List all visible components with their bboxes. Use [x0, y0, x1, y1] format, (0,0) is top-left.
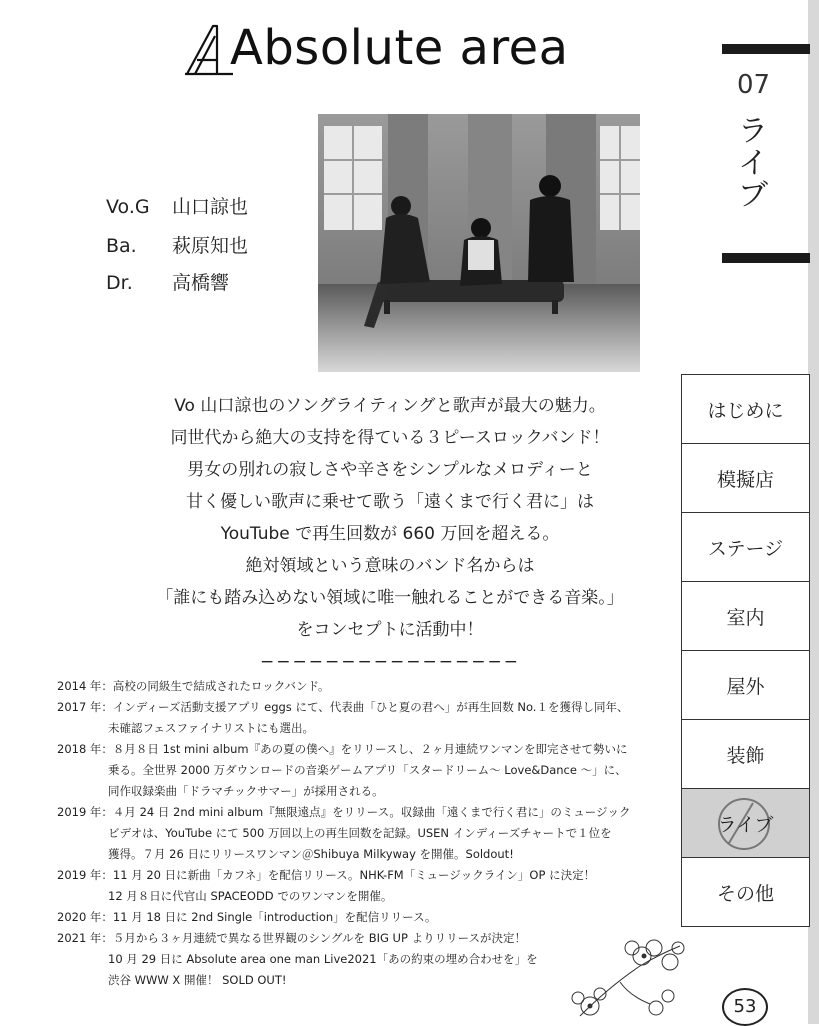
history-line: 2021 年：５月から３ヶ月連続で異なる世界観のシングルを BIG UP よりリリースが決定！: [57, 931, 526, 945]
band-intro: [110, 390, 670, 678]
tab-live[interactable]: ライブ: [681, 788, 810, 857]
tab-other[interactable]: その他: [681, 857, 810, 927]
page-number: 53: [722, 988, 768, 1026]
history-line: ビデオは、YouTube にて 500 万回以上の再生回数を記録。USEN インディーズチャートで１位を: [108, 826, 612, 840]
history-line: 2020 年：11 月 18 日に 2nd Single「introduction」を配信リリース。: [57, 910, 437, 924]
history-line: 2018 年：８月８日 1st mini album『あの夏の僕へ』をリリースし、２ヶ月連続ワンマンを即完させて勢いに: [57, 742, 628, 756]
history-line: 乗る。全世界 2000 万ダウンロードの音楽ゲームアプリ「スタードリーム〜 Love&Dance 〜」に、: [108, 763, 627, 777]
history-line: 12 月８日に代官山 SPACEODD でのワンマンを開催。: [108, 889, 393, 903]
member-vocal: Vo.G 山口諒也: [106, 196, 249, 218]
tab-decoration[interactable]: 装飾: [681, 719, 810, 788]
intro-line: Vo 山口諒也のソングライティングと歌声が最大の魅力。: [174, 396, 606, 416]
history-line: 獲得。７月 26 日にリリースワンマン＠Shibuya Milkyway を開催。Soldout!: [108, 847, 514, 861]
intro-line: 「誰にも踏み込めない領域に唯一触れることができる音楽。」: [156, 588, 624, 608]
band-logo-icon: [183, 22, 235, 78]
history-line: 2019 年：４月 24 日 2nd mini album『無限遠点』をリリース。収録曲「遠くまで行く君に」のミュージック: [57, 805, 631, 819]
section-tabs: [681, 374, 810, 927]
tab-indoor[interactable]: 室内: [681, 581, 810, 650]
chapter-title: ラ イ ブ: [738, 114, 768, 213]
history-line: 未確認フェスファイナリストにも選出。: [108, 721, 314, 735]
history-line: 同作収録楽曲「ドラマチックサマー」が採用される。: [108, 784, 384, 798]
flower-illustration-icon: [560, 926, 692, 1022]
member-drums: Dr. 高橋響: [106, 272, 230, 294]
tab-outdoor[interactable]: 屋外: [681, 650, 810, 719]
intro-line: 同世代から絶大の支持を得ている３ピースロックバンド！: [170, 428, 610, 448]
intro-line: をコンセプトに活動中！: [296, 620, 484, 640]
chapter-bar-bottom: [722, 253, 810, 263]
intro-line: YouTube で再生回数が 660 万回を超える。: [220, 524, 560, 544]
history-line: 渋谷 WWW X 開催！ SOLD OUT!: [108, 973, 287, 987]
chapter-number: 07: [737, 70, 771, 100]
history-line: 10 月 29 日に Absolute area one man Live2021「あの約束の埋め合わせを」を: [108, 952, 538, 966]
intro-line: 絶対領域という意味のバンド名からは: [245, 556, 535, 576]
chapter-bar-top: [722, 44, 810, 54]
intro-line: 男女の別れの寂しさや辛さをシンプルなメロディーと: [187, 460, 593, 480]
tab-stage[interactable]: ステージ: [681, 512, 810, 581]
history-line: 2017 年：インディーズ活動支援アプリ eggs にて、代表曲「ひと夏の君へ」が再生回数 No.１を獲得し同年、: [57, 700, 629, 714]
tab-hajimeni[interactable]: はじめに: [681, 374, 810, 443]
intro-divider: −−−−−−−−−−−−−−−−: [260, 652, 520, 672]
history-line: 2019 年：11 月 20 日に新曲「カフネ」を配信リリース。NHK-FM「ミュージックライン」OP に決定！: [57, 868, 596, 882]
band-photo: [318, 114, 640, 372]
history-line: 2014 年：高校の同級生で結成されたロックバンド。: [57, 679, 330, 693]
page-title: Absolute area: [230, 20, 569, 76]
member-bass: Ba. 萩原知也: [106, 235, 249, 257]
tab-mogiten[interactable]: 模擬店: [681, 443, 810, 512]
intro-line: 甘く優しい歌声に乗せて歌う「遠くまで行く君に」は: [186, 492, 594, 512]
